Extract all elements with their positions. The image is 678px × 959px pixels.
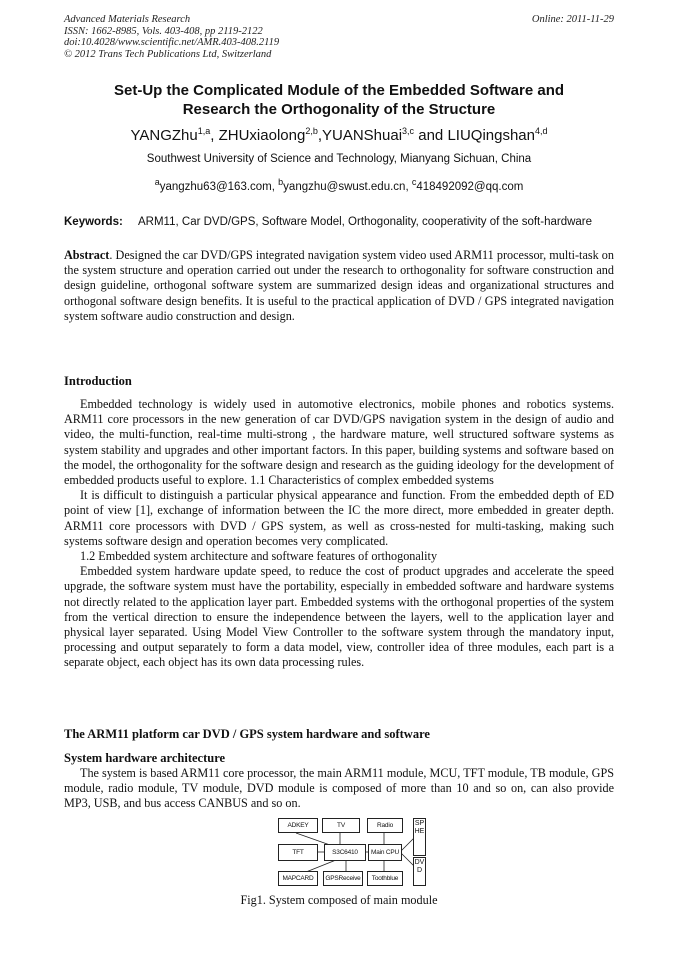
email-sep: , xyxy=(271,180,279,193)
paragraph: Embedded system hardware update speed, to reduce the cost of product upgrades and accelerate the speed upgrade, the software system must have the portability, especially in embedded software and hardware systems not directly related to the application layer part. Embedded systems with the orthogonal properties of the system from the vertical direction to ensure the independence between the layers, well to the application layer and physical layer separated. Using Model View Controller to the software system through the mandatory input, processing and output separately to form a data model, view, controller idea of three modules, each part is a separate object, each object has its own data processing rules. xyxy=(64,564,614,670)
author-name: YANGZhu xyxy=(130,127,198,144)
subsection-heading: System hardware architecture xyxy=(64,751,226,765)
paragraph: Embedded technology is widely used in automotive electronics, mobile phones and robotics systems. ARM11 core processors in the new generation of car DVD/GPS navigation system in the design of audio and video, the multi-function, real-time multi-strong , the hardware mature, well structured software systems as system stability and upgrades and other important factors. In this paper, building systems and software based on the model, the orthogonality for the software design and research as the guiding ideology for the development of embedded products useful to explore. 1.1 Characteristics of complex embedded systems xyxy=(64,397,614,488)
author-sup: 4,d xyxy=(535,126,548,136)
system-diagram xyxy=(276,817,428,885)
title-line-2: Research the Orthogonality of the Structure xyxy=(182,101,496,118)
author-sep: , xyxy=(317,127,322,144)
diagram-box-s3c6410: S3C6410 xyxy=(324,844,366,861)
author-list xyxy=(64,126,614,144)
email-address: 418492092@qq.com xyxy=(416,180,524,193)
hardware-body xyxy=(64,766,614,812)
keywords xyxy=(64,215,614,230)
paper-title xyxy=(64,81,614,119)
section-heading: The ARM11 platform car DVD / GPS system hardware and software xyxy=(64,727,430,741)
abstract-text: . Designed the car DVD/GPS integrated navigation system video used ARM11 processor, multi-task on the system structure and operation carried out under the research to orthogonality for software construction and design guideline, orthogonal software system are summarized design ideas and organizational structures and orthogonal software design benefits. It is useful to the practical application of DVD / GPS integrated navigation system software audio construction and design. xyxy=(64,248,614,323)
journal-header xyxy=(64,14,279,60)
email-sep: , xyxy=(405,180,412,193)
introduction-heading: Introduction xyxy=(64,374,132,388)
issn-line: ISSN: 1662-8985, Vols. 403-408, pp 2119-2122 xyxy=(64,25,263,37)
diagram-box-toothblue: Toothblue xyxy=(367,871,403,886)
diagram-box-adkey: ADKEY xyxy=(278,818,318,833)
figure-caption: Fig1. System composed of main module xyxy=(240,893,438,907)
title-line-1: Set-Up the Complicated Module of the Embedded Software and xyxy=(113,82,565,99)
author-name: ZHUxiaolong xyxy=(218,127,306,144)
author-name: YUANShuai xyxy=(322,127,403,144)
author-name: LIUQingshan xyxy=(447,127,535,144)
keywords-label: Keywords: xyxy=(64,216,123,228)
journal-name: Advanced Materials Research xyxy=(64,14,191,25)
paragraph: The system is based ARM11 core processor, the main ARM11 module, MCU, TFT module, TB module, GPS module, radio module, TV module, DVD module is composed of more than 10 and so on, can also provide MP3, USB, and bus access CANBUS and so on. xyxy=(64,766,614,811)
keywords-text: ARM11, Car DVD/GPS, Software Model, Orthogonality, cooperativity of the soft-hardware xyxy=(138,216,593,228)
abstract-label: Abstract xyxy=(64,248,110,262)
email-sup: a xyxy=(154,177,160,187)
author-sep: , xyxy=(210,127,219,144)
introduction-body xyxy=(64,397,614,671)
subsection-line: 1.2 Embedded system architecture and software features of orthogonality xyxy=(80,549,438,564)
author-sup: 2,b xyxy=(305,126,318,136)
email-address: yangzhu@swust.edu.cn xyxy=(283,180,406,193)
author-sup: 1,a xyxy=(197,126,211,136)
email-list xyxy=(64,177,614,193)
diagram-box-mapcard: MAPCARD xyxy=(278,871,318,886)
author-sup: 3,c xyxy=(402,126,415,136)
author-sep: and xyxy=(414,127,448,144)
paragraph: It is difficult to distinguish a particular physical appearance and function. From the embedded depth of ED point of view [1], exchange of information between the IC the more direct, more embedded in greater depth. ARM11 core processors with DVD / GPS system, as well as cross-nested for multi-tasking, making such systems software design and operation becomes very complicated. xyxy=(64,488,614,548)
copyright-line: © 2012 Trans Tech Publications Ltd, Switzerland xyxy=(64,48,272,60)
diagram-box-main-cpu: Main CPU xyxy=(368,844,402,861)
abstract xyxy=(64,248,614,324)
diagram-box-tv: TV xyxy=(322,818,360,833)
diagram-box-dvd: DVD xyxy=(413,857,426,886)
diagram-box-gps-receive: GPSReceive xyxy=(323,871,363,886)
diagram-box-radio: Radio xyxy=(367,818,403,833)
doi-line: doi:10.4028/www.scientific.net/AMR.403-408.2119 xyxy=(64,37,280,48)
online-date: Online: 2011-11-29 xyxy=(531,14,614,25)
diagram-box-tft: TFT xyxy=(278,844,318,861)
affiliation: Southwest University of Science and Technology, Mianyang Sichuan, China xyxy=(146,153,532,165)
email-sup: c xyxy=(411,177,417,187)
email-sup: b xyxy=(278,177,284,187)
diagram-box-sphe: SPHE xyxy=(413,818,426,856)
email-address: yangzhu63@163.com xyxy=(159,180,272,193)
